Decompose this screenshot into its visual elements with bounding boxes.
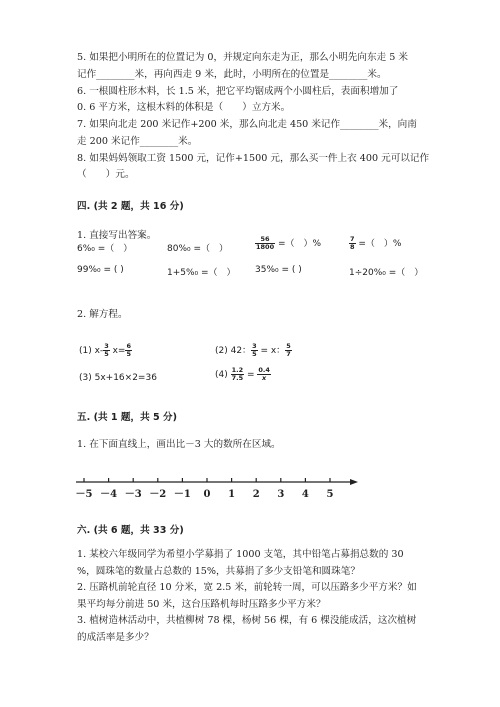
number-line-tick-label: 4	[301, 489, 309, 500]
calc-item-5: 99%₀ = ( )	[77, 265, 124, 275]
prev-q6-line2: 0. 6 平方米，这根木料的体积是（ ）立方米。	[77, 102, 291, 113]
number-line-tick-label: －2	[149, 489, 167, 500]
section4-q2-title: 2. 解方程。	[77, 309, 128, 320]
equation-3: (3) 5x+16×2=36	[79, 373, 157, 383]
section6-heading: 六. (共 6 题，共 33 分)	[77, 525, 184, 536]
number-line-tick-label: －3	[124, 489, 142, 500]
equation-4: (4) $\frac{1.2}{7.5}$ = $\frac{0.4}{x}$	[215, 366, 270, 382]
section5-heading: 五. (共 1 题，共 5 分)	[77, 412, 178, 423]
section4-heading: 四. (共 2 题，共 16 分)	[77, 201, 184, 212]
calc-item-2: 80%₀ =（ ）	[167, 244, 229, 254]
calc-item-1: 6%₀ =（ ）	[77, 244, 133, 254]
prev-q5-line2: 记作________米，再向西走 9 米，此时，小明所在的位置是________米。	[77, 69, 387, 80]
number-line-tick-label: 3	[277, 489, 285, 500]
section5-q1: 1. 在下面直线上，画出比－3 大的数所在区域。	[77, 439, 281, 450]
arrow-right-icon	[350, 479, 358, 485]
number-line-tick-label: 0	[203, 489, 211, 500]
calc-item-3: $\frac{56}{1800}$ =（ ）%	[256, 235, 322, 251]
number-line	[70, 470, 370, 510]
prev-q8-line2: （ ）元。	[77, 169, 135, 180]
section6-q2-line2: 果平均每分前进 50 米，这台压路机每时压路多少平方米？	[77, 599, 326, 610]
prev-q7-line1: 7. 如果向北走 200 米记作+200 米，那么向北走 450 米记作________米，向南	[77, 119, 417, 130]
calc-item-7: 35%₀ = ( )	[255, 265, 302, 275]
number-line-tick-label: 2	[252, 489, 260, 500]
section6-q3-line1: 3. 植树造林活动中，共植柳树 78 棵，杨树 56 棵，有 6 棵没能成活，这次植树	[77, 615, 417, 626]
equation-2: (2) 42： $\frac{3}{5}$ = x： $\frac{5}{7}$	[215, 342, 291, 358]
section6-q2-line1: 2. 压路机前轮直径 10 分米，宽 2.5 米，前轮转一周，可以压路多少平方米？如	[77, 582, 417, 593]
section6-q3-line2: 的成活率是多少？	[77, 632, 154, 643]
prev-q7-line2: 走 200 米记作________米。	[77, 136, 198, 147]
equation-1: (1) x- $\frac{3}{5}$ x= $\frac{6}{5}$	[79, 342, 131, 358]
prev-q6-line1: 6. 一根圆柱形木料，长 1.5 米，把它平均锯成两个小圆柱后，表面积增加了	[77, 86, 399, 97]
calc-item-6: 1+5%₀ =（ ）	[167, 268, 236, 278]
section6-q1-line1: 1. 某校六年级同学为希望小学募捐了 1000 支笔，其中铅笔占募捐总数的 30	[77, 549, 404, 560]
prev-q5-line1: 5. 如果把小明所在的位置记为 0，并规定向东走为正，那么小明先向东走 5 米	[77, 52, 408, 63]
number-line-tick-label: 5	[326, 489, 334, 500]
number-line-tick-label: －5	[75, 489, 93, 500]
calc-item-4: $\frac{7}{8}$ =（ ）%	[350, 235, 402, 251]
calc-item-8: 1÷20%₀ =（ ）	[349, 268, 424, 278]
number-line-tick-label: 1	[228, 489, 236, 500]
number-line-tick-label: －4	[100, 489, 118, 500]
prev-q8-line1: 8. 如果妈妈领取工资 1500 元，记作+1500 元，那么买一件上衣 400 元可以记作	[77, 153, 430, 164]
number-line-tick-label: －1	[173, 489, 191, 500]
section4-q1-title: 1. 直接写出答案。	[77, 230, 157, 241]
section6-q1-line2: %，圆珠笔的数量占总数的 15%，共募捐了多少支铅笔和圆珠笔？	[77, 566, 360, 577]
